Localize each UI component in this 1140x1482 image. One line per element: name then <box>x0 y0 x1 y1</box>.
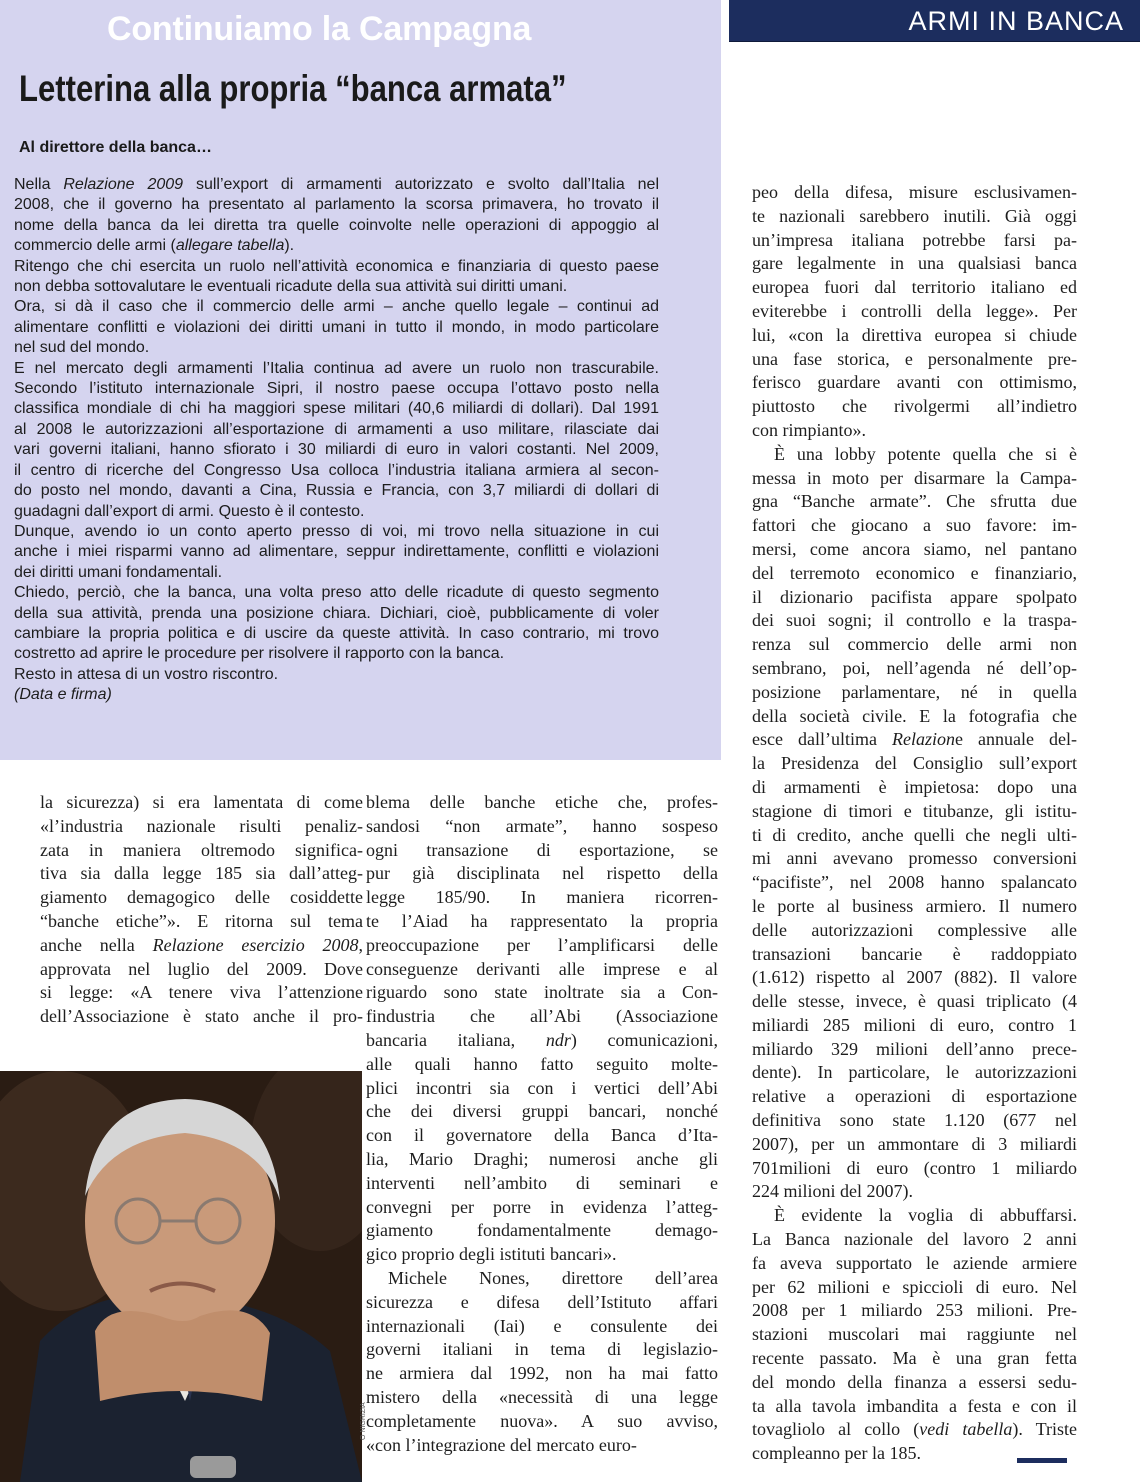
text-line: Chiedo, perciò, che la banca, una volta preso atto delle ricadute di questo segmento <box>14 584 659 602</box>
text-line: lia, Mario Draghi; numerosi anche gli <box>366 1148 718 1169</box>
text-line: di armamenti è impietosa: dopo una <box>752 776 1077 797</box>
text-line: esce dall’ultima Relazione annuale del- <box>752 729 1077 750</box>
text-line: stazioni muscolari mai raggiunte nel <box>752 1324 1077 1345</box>
text-line: le porte al business armiero. Il numero <box>752 895 1077 916</box>
text-line: delle stesse, invece, è quasi triplicato (4 <box>752 991 1077 1012</box>
text-line: stagione di timori e titubanze, gli istitu- <box>752 800 1077 821</box>
portrait-photo <box>0 1071 362 1482</box>
text-line: peo della difesa, misure esclusivamen- <box>752 182 1077 202</box>
text-line: legge 185/90. In maniera ricorren- <box>366 887 718 908</box>
text-line: delle autorizzazioni complessive alle <box>752 919 1077 940</box>
photo-credit: O NIGRIZIA <box>360 1402 367 1440</box>
text-line: gare legalmente in una qualsiasi banca <box>752 253 1077 274</box>
text-line: È evidente la voglia di abbuffarsi. <box>774 1205 1077 1226</box>
text-line: renza sul commercio delle armi non <box>752 634 1077 655</box>
text-line: dell’Associazione è stato anche il pro- <box>40 1006 363 1027</box>
text-line: te l’Aiad ha rappresentato la propria <box>366 910 718 931</box>
text-line: della sua attività, prenda una posizione chiara. Dichiari, cioè, pubblicamente di voler <box>14 604 659 622</box>
section-title: ARMI IN BANCA <box>908 6 1124 36</box>
text-line: interventi nell’ambito di seminari e <box>366 1172 718 1193</box>
text-line: ogni transazione di esportazione, se <box>366 839 718 860</box>
article-headline: Letterina alla propria “banca armata” <box>19 68 567 109</box>
text-line: fa aveva supportato le aziende armiere <box>752 1252 1077 1273</box>
letter-signature: (Data e firma) <box>14 686 112 704</box>
text-line: definitiva sono state 1.120 (677 nel <box>752 1110 1077 1131</box>
text-line: preoccupazione per l’amplificarsi delle <box>366 934 718 955</box>
article-column-right <box>752 181 1077 1466</box>
text-line: 701milioni di euro (contro 1 miliardo <box>752 1157 1077 1178</box>
text-line: mi anni avevano promesso conversioni <box>752 848 1077 869</box>
text-line: ti di credito, anche quelli che negli ulti- <box>752 824 1077 845</box>
text-line: vari governi italiani, hanno sfiorato i 30 miliardi di euro in valori costanti. Nel 2009, <box>14 441 659 459</box>
text-line: Dunque, avendo io un conto aperto presso di voi, mi trovo nella situazione in cui <box>14 522 659 540</box>
text-line: sandosi “non armate”, hanno sospeso <box>366 815 718 836</box>
text-line: relative a operazioni di esportazione <box>752 1086 1077 1107</box>
text-line: blema delle banche etiche che, profes- <box>366 792 718 812</box>
text-line: che dei diversi gruppi bancari, nonché <box>366 1101 718 1122</box>
text-line: transazioni bancarie è raddoppiato <box>752 943 1077 964</box>
text-line: guadagni dall’export di armi. Questo è il contesto. <box>14 502 365 520</box>
text-line: non debba sottovalutare le eventuali ricadute della sua attività sui diritti umani. <box>14 278 568 296</box>
text-line: del terremoto economico e finanziario, <box>752 562 1077 583</box>
text-line: approvata nel luglio del 2009. Dove <box>40 958 363 979</box>
text-line: nel sud del mondo. <box>14 339 150 357</box>
text-line: governi italiani in tema di legislazio- <box>366 1339 718 1360</box>
text-line: sicurezza e difesa dell’Istituto affari <box>366 1291 718 1312</box>
text-line: Michele Nones, direttore dell’area <box>388 1267 718 1288</box>
text-line: il dizionario pacifista appare spolpato <box>752 586 1077 607</box>
article-column-middle <box>366 791 718 1457</box>
text-line: recente passato. Ma è una gran fetta <box>752 1348 1077 1369</box>
text-line: giamento fondamentalmente demago- <box>366 1220 718 1241</box>
text-line: E nel mercato degli armamenti l’Italia continua ad avere un ruolo non trascurabile. <box>14 359 659 377</box>
section-header <box>729 0 1140 42</box>
text-line: alle quali hanno fatto seguito molte- <box>366 1053 718 1074</box>
text-line: una fase storica, e personalmente pre- <box>752 348 1077 369</box>
text-line: nome della banca da lei diretta tra quelle coinvolte nelle operazioni di appoggio al <box>14 216 659 234</box>
text-line: tovagliolo al collo (vedi tabella). Triste <box>752 1419 1077 1440</box>
text-line: sembrano, poi, nell’agenda né dell’op- <box>752 657 1077 678</box>
text-line: Ora, si dà il caso che il commercio delle armi – anche quello legale – continui ad <box>14 298 659 316</box>
text-line: la sicurezza) si era lamentata di come <box>40 792 363 812</box>
text-line: la Presidenza del Consiglio sull’export <box>752 753 1077 774</box>
text-line: miliardi 285 milioni di euro, contro 1 <box>752 1014 1077 1035</box>
text-line: messa in moto per disarmare la Campa- <box>752 467 1077 488</box>
text-line: fattori che giocano a suo favore: im- <box>752 515 1077 536</box>
text-line: È una lobby potente quella che si è <box>774 443 1077 464</box>
text-line: piuttosto che rivolgermi all’indietro <box>752 396 1077 417</box>
text-line: anche nella Relazione esercizio 2008, <box>40 934 363 955</box>
text-line: do posto nel mondo, davanti a Cina, Russia e Francia, con 3,7 miliardi di dollari di <box>14 482 659 500</box>
text-line: 2007), per un ammontare di 3 miliardi <box>752 1133 1077 1154</box>
text-line: “banche etiche”». E ritorna sul tema <box>40 910 363 931</box>
article-end-mark <box>1017 1458 1067 1463</box>
text-line: plici incontri sia con i vertici dell’Abi <box>366 1077 718 1098</box>
text-line: della società civile. E la fotografia che <box>752 705 1077 726</box>
text-line: si legge: «A tenere viva l’attenzione <box>40 982 363 1003</box>
text-line: Secondo l’istituto internazionale Sipri, il nostro paese occupa l’ottavo posto nella <box>14 380 659 398</box>
text-line: completamente nuova». A suo avviso, <box>366 1410 718 1431</box>
text-line: ne armiera dal 1992, non ha mai fatto <box>366 1363 718 1384</box>
text-line: dente). In particolare, le autorizzazioni <box>752 1062 1077 1083</box>
text-line: Nella Relazione 2009 sull’export di armamenti autorizzato e svolto dall’Italia nel <box>14 176 659 193</box>
text-line: zata in maniera oltremodo significa- <box>40 839 363 860</box>
text-line: riguardo sono state inoltrate sia a Con- <box>366 982 718 1003</box>
text-line: mistero della «necessità di una legge <box>366 1386 718 1407</box>
text-line: (1.612) rispetto al 2007 (882). Il valore <box>752 967 1077 988</box>
text-line: Resto in attesa di un vostro riscontro. <box>14 665 279 683</box>
text-line: miliardo 329 milioni dell’anno prece- <box>752 1038 1077 1059</box>
text-line: pur già disciplinata nel rispetto della <box>366 863 718 884</box>
portrait-illustration <box>0 1071 362 1482</box>
text-line: findustria che all’Abi (Associazione <box>366 1006 718 1027</box>
text-line: giamento demagogico delle cosiddette <box>40 887 363 908</box>
text-line: internazionali (Iai) e consulente dei <box>366 1315 718 1336</box>
text-line: conseguenze derivanti alle imprese e al <box>366 958 718 979</box>
text-line: La Banca nazionale del lavoro 2 anni <box>752 1229 1077 1250</box>
text-line: del mondo della finanza a essersi sedu- <box>752 1371 1077 1392</box>
text-line: 2008 per 1 miliardo 253 milioni. Pre- <box>752 1300 1077 1321</box>
text-line: mersi, come ancora siamo, nel pantano <box>752 538 1077 559</box>
text-line: classifica mondiale di chi ha maggiori spese militari (40,6 miliardi di dollari). Dal 1991 <box>14 400 659 418</box>
text-line: compleanno per la 185. <box>752 1443 921 1464</box>
text-line: con rimpianto». <box>752 419 866 440</box>
text-line: «l’industria nazionale risulti penaliz- <box>40 815 363 836</box>
campaign-kicker: Continuiamo la Campagna <box>107 10 532 48</box>
text-line: 2008, che il governo ha presentato al parlamento la scorsa primavera, ho trovato il <box>14 196 659 214</box>
letter-body <box>14 175 659 706</box>
text-line: europea fuori dal territorio italiano ed <box>752 277 1077 298</box>
text-line: al 2008 le autorizzazioni all’esportazione di armamenti a uso militare, rilasciate dai <box>14 420 659 438</box>
text-line: dei diritti umani fondamentali. <box>14 563 223 581</box>
text-line: anche i miei risparmi vanno ad alimentare, seppur indirettamente, conflitti e violazioni <box>14 543 659 561</box>
text-line: 224 milioni del 2007). <box>752 1181 913 1202</box>
text-line: costretto ad aprire le procedure per risolvere il rapporto con la banca. <box>14 645 505 663</box>
text-line: ta alla tavola imbandita a festa e con il <box>752 1395 1077 1416</box>
text-line: bancaria italiana, ndr) comunicazioni, <box>366 1029 718 1050</box>
text-line: cambiare la propria politica e di uscire da queste attività. In caso contrario, mi trovo <box>14 624 659 642</box>
text-line: tiva sia dalla legge 185 sia dall’atteg- <box>40 863 363 884</box>
letter-salutation: Al direttore della banca… <box>19 139 212 156</box>
text-line: eviterebbe i controlli della legge». Per <box>752 300 1077 321</box>
text-line: il centro di ricerche del Congresso Usa colloca l’industria italiana armiera al secon- <box>14 461 659 479</box>
text-line: dei suoi sogni; il controllo e la traspa- <box>752 610 1077 631</box>
text-line: lui, «con la direttiva europea si chiude <box>752 324 1077 345</box>
text-line: posizione parlamentare, né in quella <box>752 681 1077 702</box>
text-line: ferisco guardare avanti con ottimismo, <box>752 372 1077 393</box>
text-line: te nazionali sarebbero inutili. Già oggi <box>752 205 1077 226</box>
text-line: Ritengo che chi esercita un ruolo nell’attività economica e finanziaria di questo paese <box>14 257 659 275</box>
letter-box <box>0 0 721 760</box>
text-line: alimentare conflitti e violazioni dei diritti umani in tutto il mondo, in modo particolare <box>14 318 659 336</box>
text-line: un’impresa italiana potrebbe farsi pa- <box>752 229 1077 250</box>
text-line: «con l’integrazione del mercato euro- <box>366 1434 637 1455</box>
text-line: convegni per porre in evidenza l’atteg- <box>366 1196 718 1217</box>
text-line: “pacifiste”, nel 2008 hanno spalancato <box>752 872 1077 893</box>
text-line: commercio delle armi (allegare tabella). <box>14 237 295 255</box>
text-line: per 62 milioni e spiccioli di euro. Nel <box>752 1276 1077 1297</box>
text-line: gna “Banche armate”. Che sfrutta due <box>752 491 1077 512</box>
text-line: gico proprio degli istituti bancari». <box>366 1244 617 1265</box>
text-line: con il governatore della Banca d’Ita- <box>366 1125 718 1146</box>
article-column-left <box>40 791 363 1029</box>
